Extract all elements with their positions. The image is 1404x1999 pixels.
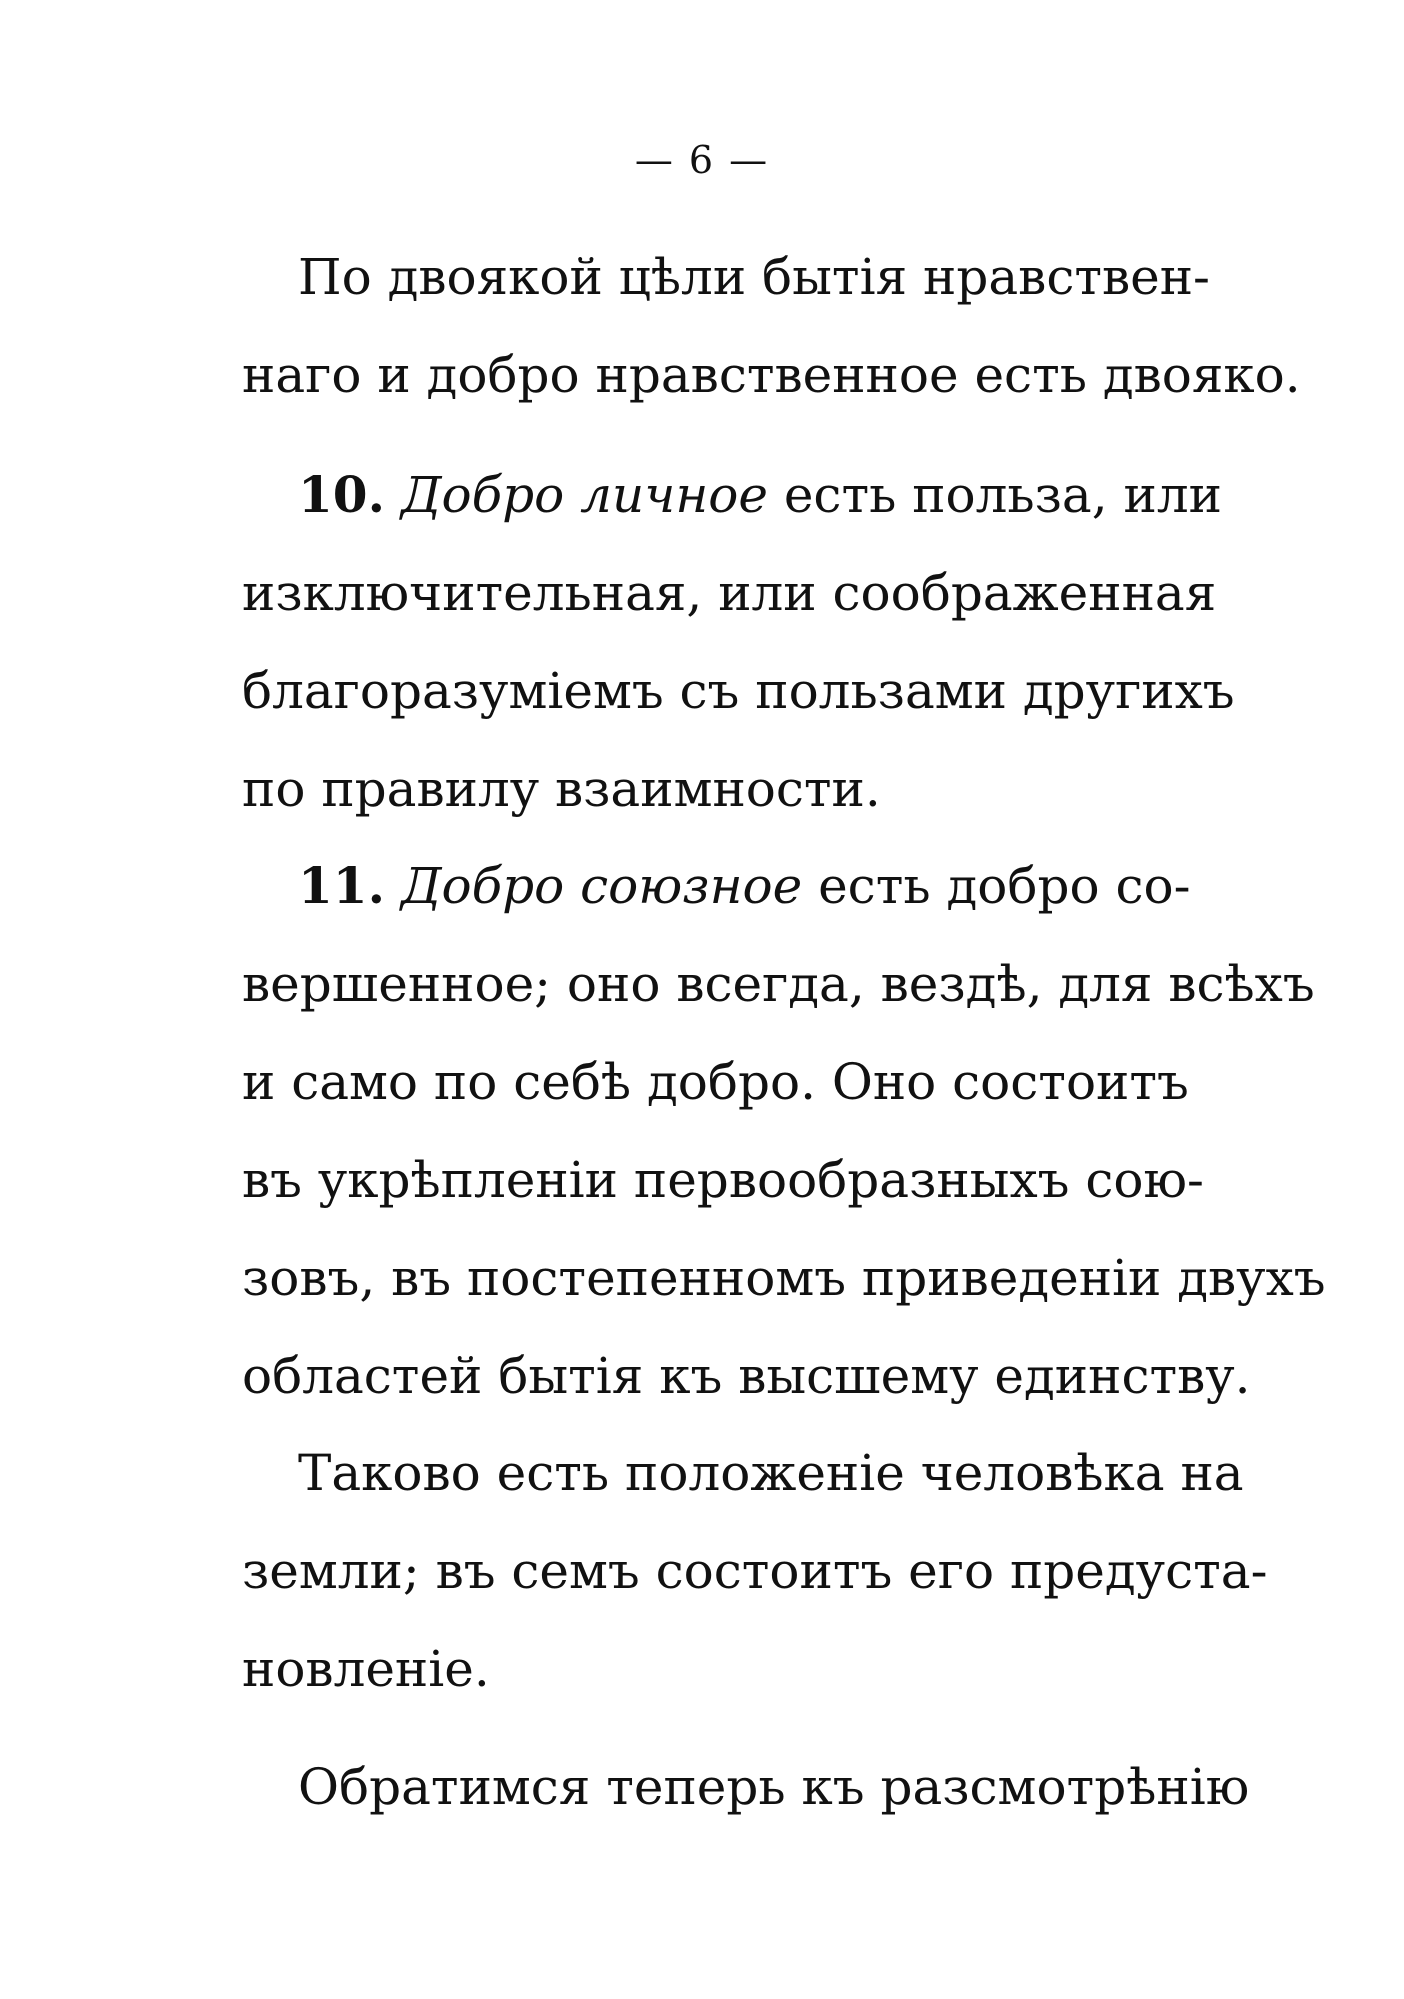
text-line: земли; въ семъ состоитъ его предуста- — [242, 1542, 1268, 1600]
text-line: въ укрѣпленіи первообразныхъ сою- — [242, 1151, 1204, 1209]
text-line: по правилу взаимности. — [242, 760, 881, 818]
defined-term: Добро личное — [400, 466, 768, 524]
defined-term: Добро союзное — [400, 857, 803, 915]
text-line — [242, 446, 1222, 544]
paragraph-number: 11. — [298, 856, 385, 915]
text-line: вершенное; оно всегда, вездѣ, для всѣхъ — [242, 955, 1315, 1013]
paragraph-10-personal-good — [242, 446, 1235, 838]
paragraph-number: 10. — [298, 465, 385, 524]
text-line: новленіе. — [242, 1640, 490, 1698]
text-line: изключительная, или соображенная — [242, 564, 1217, 622]
text-fragment: есть польза, или — [767, 466, 1222, 524]
text-fragment: есть добро со- — [802, 857, 1191, 915]
text-line — [242, 837, 1191, 935]
text-line: наго и добро нравственное есть двояко. — [242, 346, 1301, 404]
paragraph-turn-to-examination — [242, 1738, 1250, 1836]
paragraph-11-union-good — [242, 837, 1326, 1425]
text-line: и само по себѣ добро. Оно состоитъ — [242, 1053, 1189, 1111]
text-line: Обратимся теперь къ разсмотрѣнію — [298, 1758, 1250, 1816]
text-line: зовъ, въ постепенномъ приведеніи двухъ — [242, 1249, 1326, 1307]
text-line: По двоякой цѣли бытія нравствен- — [298, 248, 1210, 306]
paragraph-human-position — [242, 1424, 1268, 1718]
page-number: — 6 — — [634, 138, 770, 182]
paragraph-moral-good-twofold — [242, 228, 1301, 424]
text-line: благоразуміемъ съ пользами другихъ — [242, 662, 1235, 720]
text-line: Таково есть положеніе человѣка на — [298, 1444, 1244, 1502]
text-line: областей бытія къ высшему единству. — [242, 1347, 1251, 1405]
